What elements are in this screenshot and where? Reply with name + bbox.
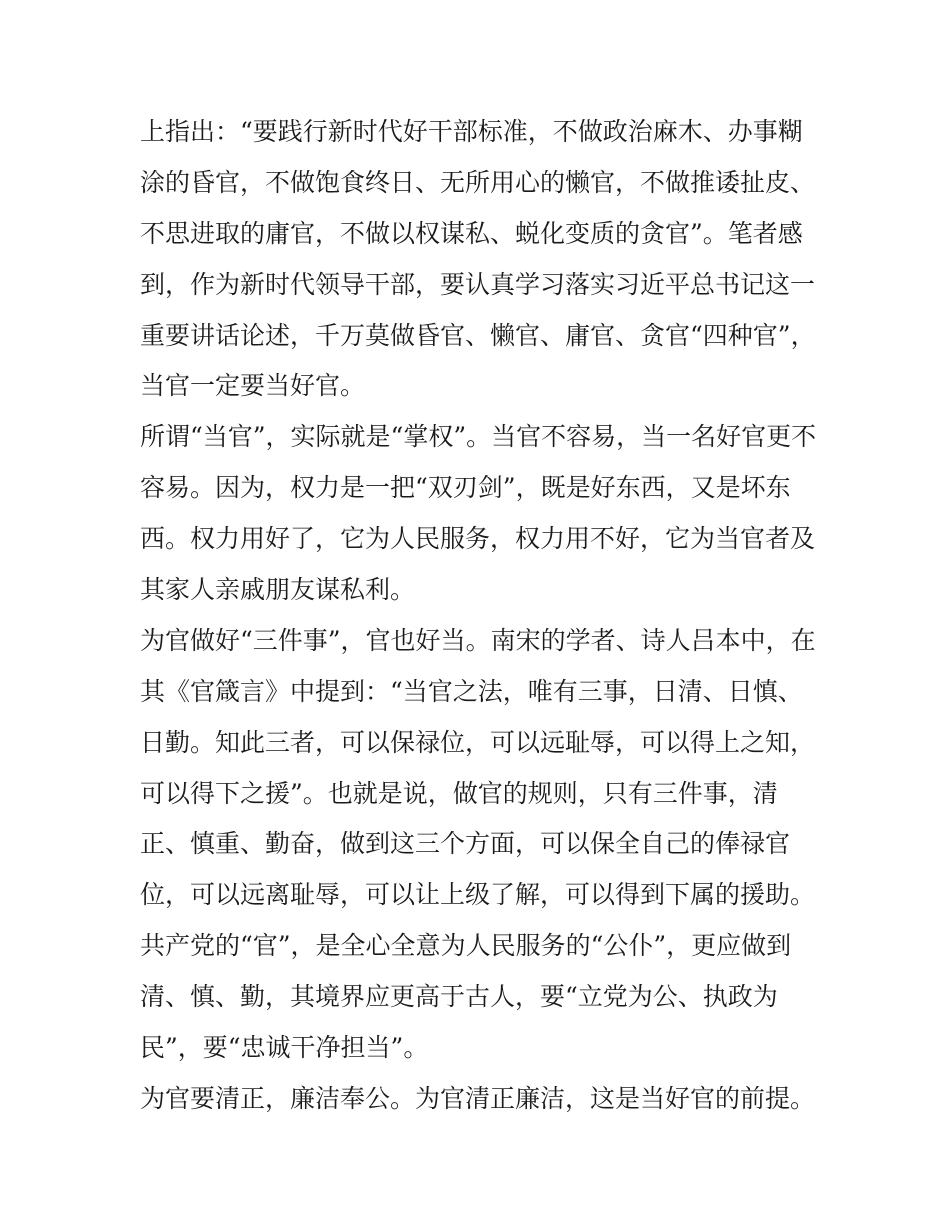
document-body <box>140 107 820 1125</box>
text-line: 为官要清正，廉洁奉公。为官清正廉洁，这是当好官的前提。 <box>140 1083 816 1113</box>
text-line: 涂的昏官，不做饱食终日、无所用心的懒官，不做推诿扯皮、 <box>140 167 816 197</box>
text-line: 可以得下之援”。也就是说，做官的规则，只有三件事，清 <box>140 778 778 808</box>
text-line: 共产党的“官”，是全心全意为人民服务的“公仆”，更应做到 <box>140 931 792 961</box>
text-line: 位，可以远离耻辱，可以让上级了解，可以得到下属的援助。 <box>140 880 816 910</box>
text-line: 当官一定要当好官。 <box>140 371 366 401</box>
text-line: 正、慎重、勤奋，做到这三个方面，可以保全自己的俸禄官 <box>140 829 791 859</box>
text-line: 其《官箴言》中提到：“当官之法，唯有三事，日清、日慎、 <box>140 676 803 706</box>
text-line: 日勤。知此三者，可以保禄位，可以远耻辱，可以得上之知， <box>140 727 816 757</box>
text-line: 重要讲话论述，千万莫做昏官、懒官、庸官、贪官“四种官”， <box>140 320 816 350</box>
text-line: 不思进取的庸官，不做以权谋私、蜕化变质的贪官”。笔者感 <box>140 218 803 248</box>
text-line: 容易。因为，权力是一把“双刃剑”，既是好东西，又是坏东 <box>140 473 791 503</box>
text-line: 所谓“当官”，实际就是“掌权”。当官不容易，当一名好官更不 <box>140 422 817 452</box>
text-line: 上指出：“要践行新时代好干部标准，不做政治麻木、办事糊 <box>140 117 803 146</box>
text-line: 为官做好“三件事”，官也好当。南宋的学者、诗人吕本中，在 <box>140 625 816 655</box>
text-line: 清、慎、勤，其境界应更高于古人，要“立党为公、执政为 <box>140 982 778 1012</box>
text-line: 民”，要“忠诚干净担当”。 <box>140 1033 429 1063</box>
text-line: 其家人亲戚朋友谋私利。 <box>140 575 416 605</box>
text-line: 到，作为新时代领导干部，要认真学习落实习近平总书记这一 <box>140 269 816 299</box>
text-line: 西。权力用好了，它为人民服务，权力用不好，它为当官者及 <box>140 524 816 554</box>
